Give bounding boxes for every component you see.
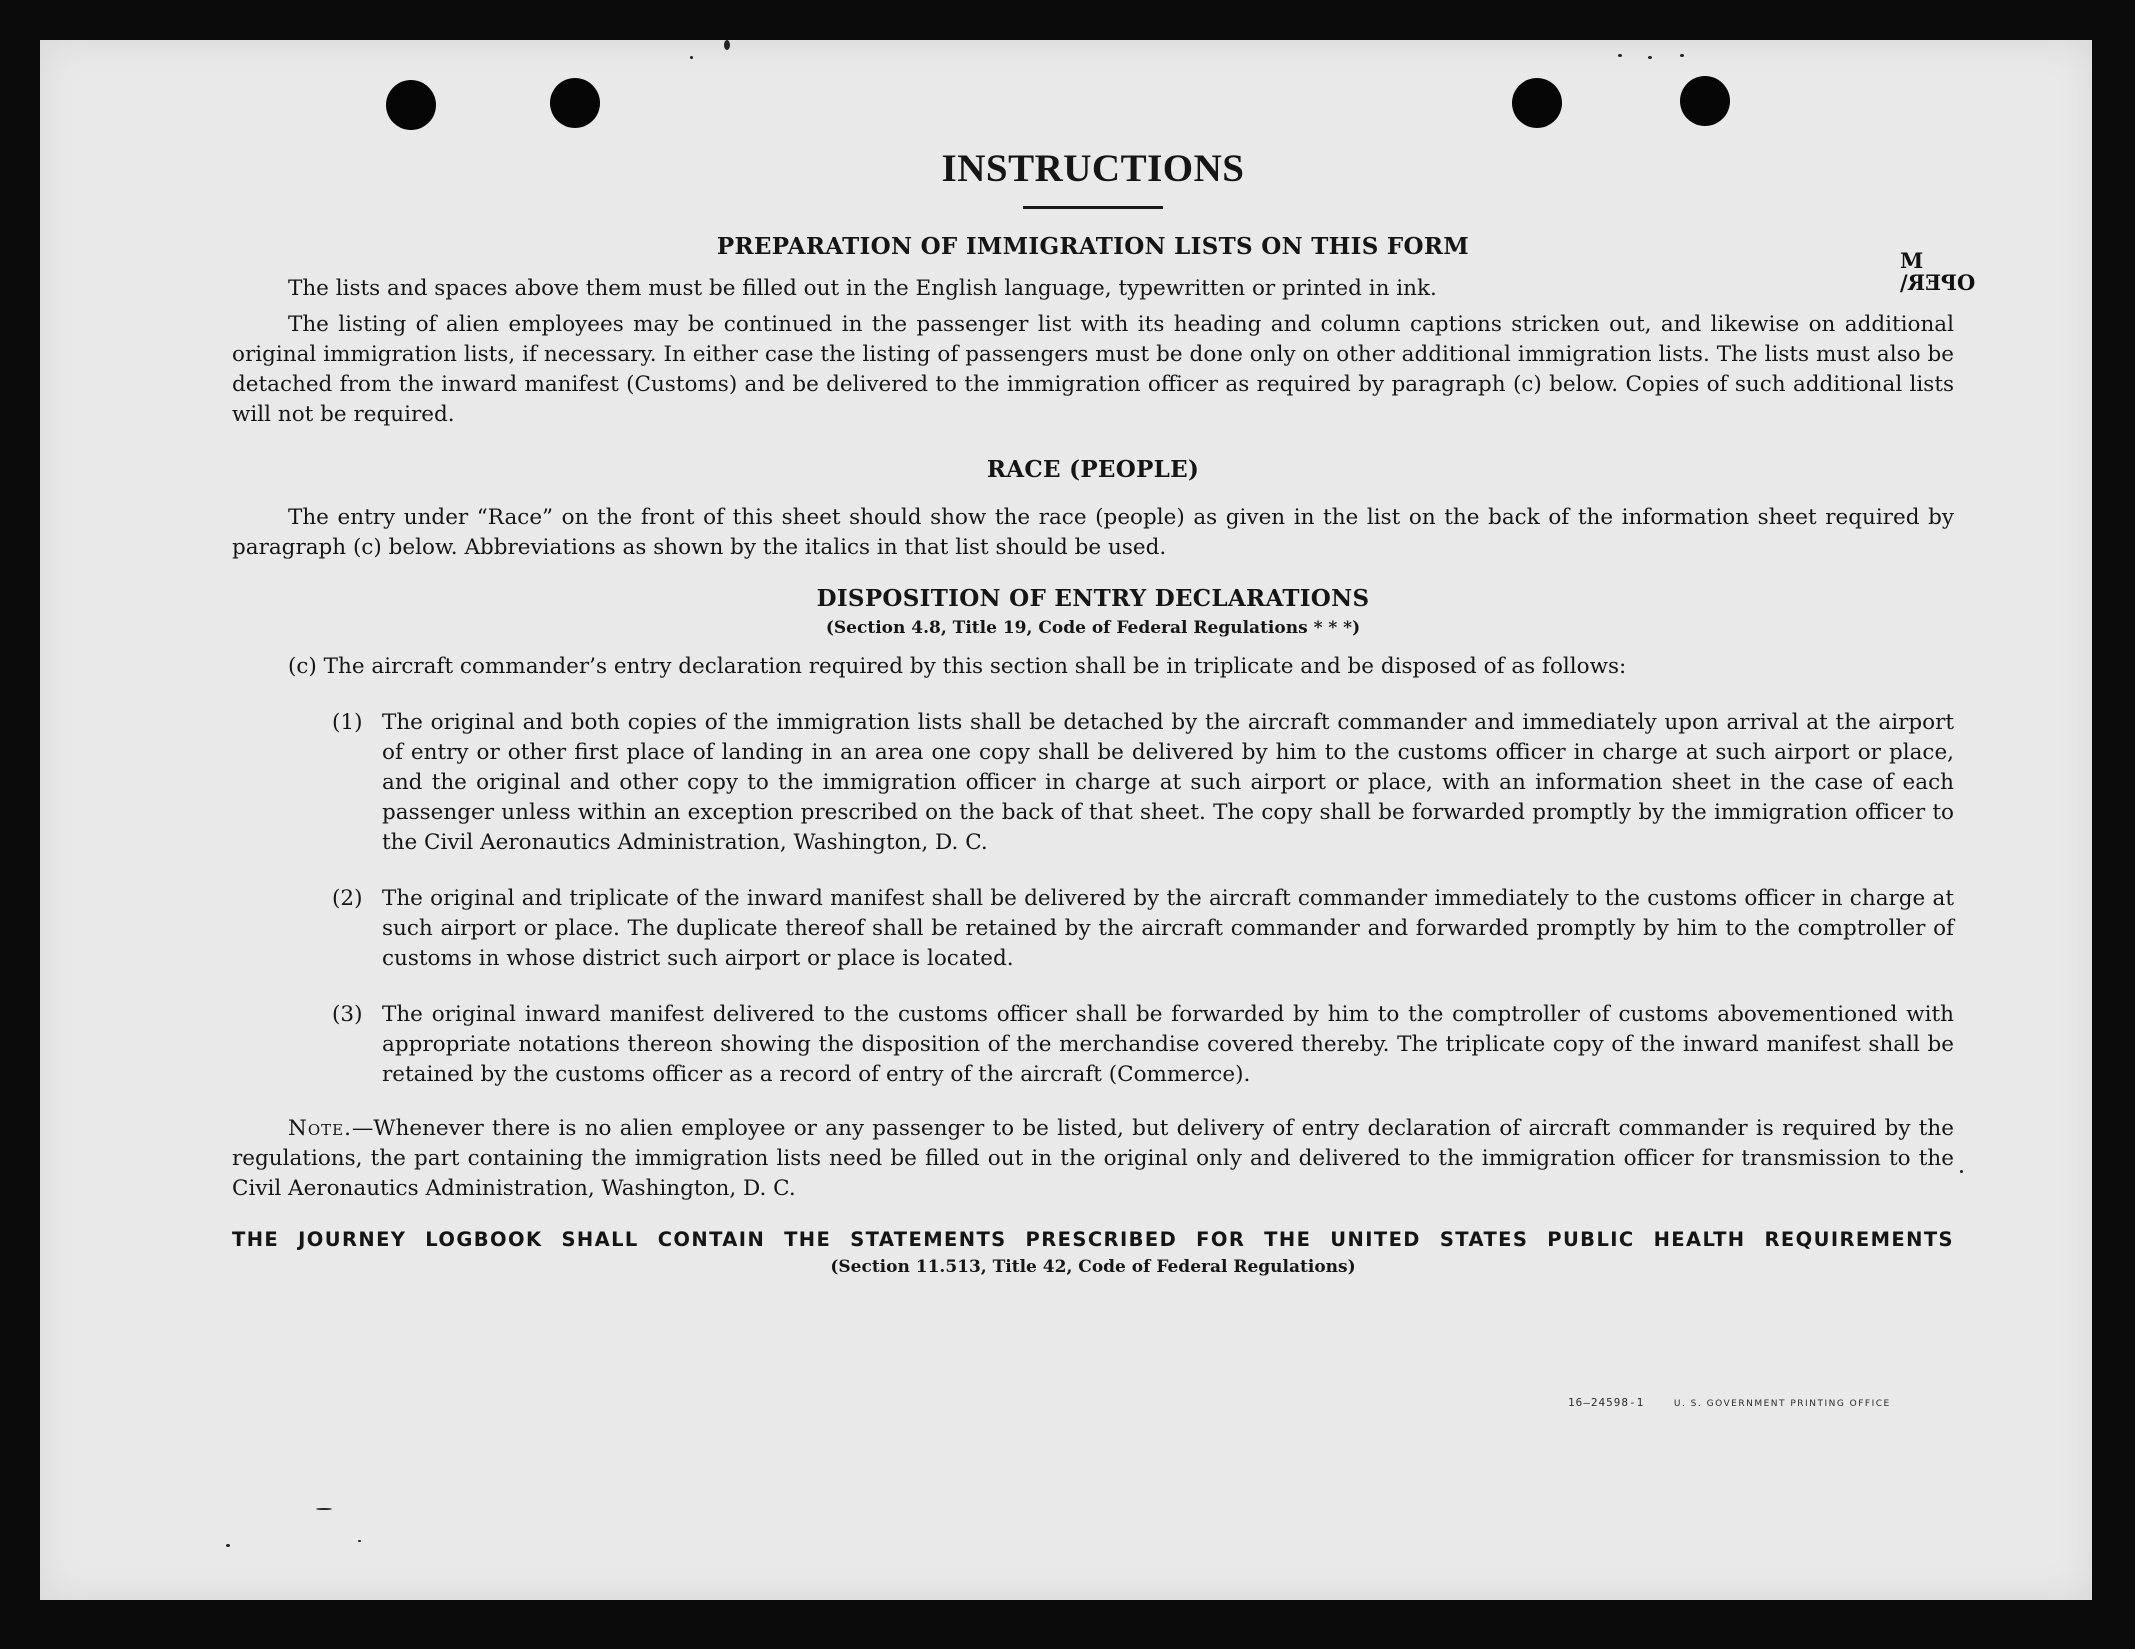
scan-speck xyxy=(316,1508,332,1510)
disposition-item-3 xyxy=(232,1000,1954,1090)
item-number: (1) xyxy=(332,710,363,735)
item-number: (2) xyxy=(332,886,363,911)
disposition-heading: DISPOSITION OF ENTRY DECLARATIONS xyxy=(816,585,1370,612)
form-number: 16—24598-1 xyxy=(1568,1396,1645,1409)
scan-speck xyxy=(1648,56,1652,59)
note-label: Note. xyxy=(288,1116,352,1141)
disposition-reference: (Section 4.8, Title 19, Code of Federal Regulations * * *) xyxy=(825,618,1361,638)
scan-speck xyxy=(1680,54,1684,57)
preparation-heading: PREPARATION OF IMMIGRATION LISTS ON THIS FORM xyxy=(716,233,1470,260)
item-text: The original and both copies of the immigration lists shall be detached by the aircraft commander and immediately upon arrival at the airport of entry or other first place of landing in an area one copy shall be delivered by him to the customs officer in charge at such airport or place, and the original and other copy to the immigration officer in charge at such airport or place, with an information sheet in the case of each passenger unless within an exception prescribed on the back of that sheet. The copy shall be forwarded promptly by the immigration officer to the Civil Aeronautics Administration, Washington, D. C. xyxy=(382,710,1954,855)
race-paragraph: The entry under “Race” on the front of this sheet should show the race (people) as given in the list on the back of the information sheet required by paragraph (c) below. Abbreviations as shown by the italics in that list should be used. xyxy=(232,505,1954,560)
note-text: —Whenever there is no alien employee or any passenger to be listed, but delivery of entry declaration of aircraft commander is required by the regulations, the part containing the immigration lists need be filled out in the original only and delivered to the immigration officer for transmission to the Civil Aeronautics Administration, Washington, D. C. xyxy=(232,1116,1954,1201)
health-reference: (Section 11.513, Title 42, Code of Federal Regulations) xyxy=(830,1257,1356,1277)
item-number: (3) xyxy=(332,1002,363,1027)
printer-imprint xyxy=(1568,1396,1891,1409)
item-text: The original inward manifest delivered to the customs officer shall be forwarded by him to the comptroller of customs abovementioned with appropriate notations thereon showing the disposition of the merchandise covered thereby. The triplicate copy of the inward manifest shall be retained by the customs officer as a record of entry of the aircraft (Commerce). xyxy=(382,1002,1954,1087)
race-heading: RACE (PEOPLE) xyxy=(986,456,1200,483)
document-sheet xyxy=(40,40,2092,1600)
preparation-paragraph-1: The lists and spaces above them must be filled out in the English language, typewritten or printed in ink. xyxy=(288,276,1437,301)
disposition-item-1 xyxy=(232,708,1954,858)
scan-speck xyxy=(358,1540,361,1542)
disposition-intro: (c) The aircraft commander’s entry declaration required by this section shall be in triplicate and be disposed of as follows: xyxy=(288,654,1627,679)
scan-speck xyxy=(724,40,730,50)
scan-speck xyxy=(226,1544,230,1547)
item-text: The original and triplicate of the inward manifest shall be delivered by the aircraft commander immediately to the customs officer in charge at such airport or place. The duplicate thereof shall be retained by the aircraft commander and forwarded promptly by him to the comptroller of customs in whose district such airport or place is located. xyxy=(382,886,1954,971)
preparation-paragraph-2: The listing of alien employees may be continued in the passenger list with its heading and column captions stricken out, and likewise on additional original immigration lists, if necessary. In either case the listing of passengers must be done only on other additional immigration lists. The lists must also be detached from the inward manifest (Customs) and be delivered to the immigration officer as required by paragraph (c) below. Copies of such additional lists will not be required. xyxy=(232,312,1954,427)
margin-mark: M OPER\ xyxy=(1900,248,1976,295)
printing-office: U. S. GOVERNMENT PRINTING OFFICE xyxy=(1673,1399,1891,1409)
health-statement: THE JOURNEY LOGBOOK SHALL CONTAIN THE STATEMENTS PRESCRIBED FOR THE UNITED STATES PUBLIC HEALTH REQUIREMENTS xyxy=(232,1228,1954,1251)
instructions-content xyxy=(232,108,1954,1277)
disposition-item-2 xyxy=(232,884,1954,974)
document-title: INSTRUCTIONS xyxy=(941,147,1245,190)
note-paragraph xyxy=(232,1114,1954,1204)
scan-speck xyxy=(1618,54,1622,57)
scan-speck xyxy=(1960,1170,1963,1173)
title-underline xyxy=(1023,206,1163,209)
scan-speck xyxy=(690,56,693,59)
